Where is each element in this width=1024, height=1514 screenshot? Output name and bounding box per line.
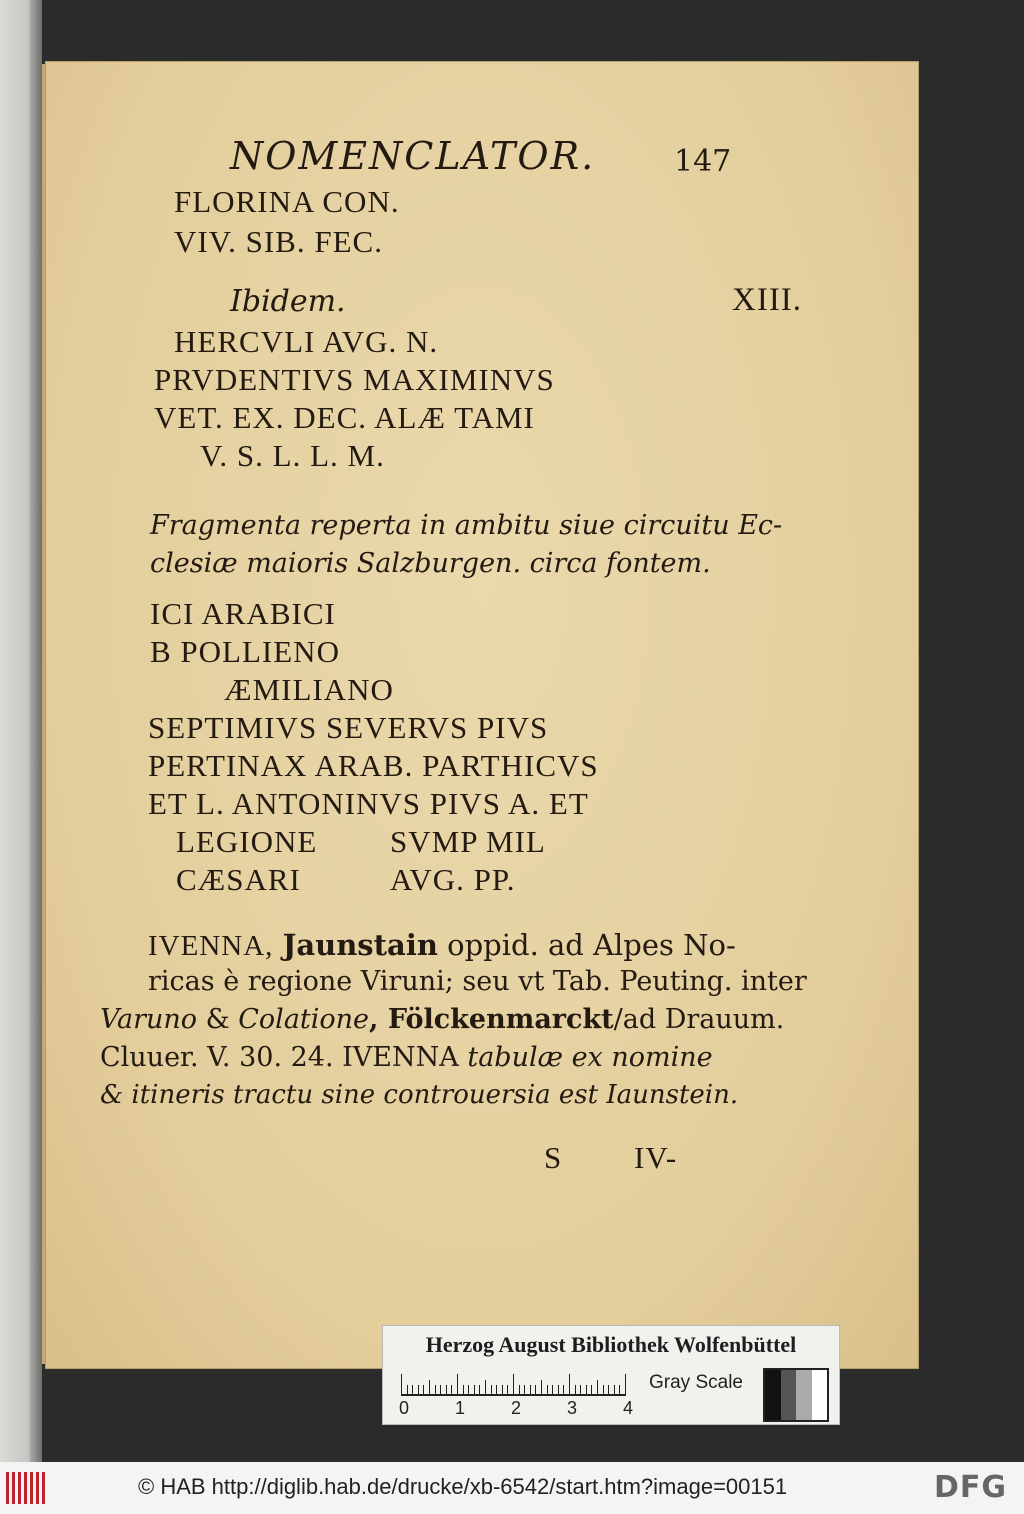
ibidem-heading: Ibidem.	[230, 284, 346, 319]
ruler-tick	[603, 1385, 604, 1394]
ruler-tick	[535, 1385, 536, 1394]
ruler-number: 1	[455, 1398, 466, 1418]
side-number: XIII.	[732, 282, 803, 318]
paragraph-line	[148, 928, 736, 963]
german-name: , Fölckenmarckt	[369, 1004, 614, 1035]
ruler-tick	[524, 1385, 525, 1394]
inscription-line: SEPTIMIVS SEVERVS PIVS	[148, 710, 549, 745]
ruler-tick	[625, 1374, 626, 1394]
library-color-label	[382, 1325, 840, 1425]
ruler-tick	[547, 1385, 548, 1394]
lemma: IVENNA,	[148, 930, 274, 962]
dfg-logo: DFG	[934, 1470, 1008, 1505]
gray-scale-label: Gray Scale	[649, 1372, 743, 1393]
ruler-tick	[558, 1385, 559, 1394]
ruler-tick	[502, 1385, 503, 1394]
paragraph-text: Cluuer. V. 30. 24. IVENNA	[100, 1042, 459, 1073]
paragraph-italic: tabulæ ex nomine	[467, 1042, 713, 1073]
ruler-tick	[591, 1385, 592, 1394]
inscription-line: HERCVLI AVG. N.	[174, 324, 439, 359]
ruler-tick	[530, 1385, 531, 1394]
paragraph-line: & itineris tractu sine controuersia est Iaunstein.	[100, 1080, 739, 1110]
inscription-line: B POLLIENO	[150, 634, 340, 669]
paragraph-text: &	[197, 1004, 239, 1035]
book-page	[46, 62, 918, 1368]
inscription-line: ICI ARABICI	[150, 596, 336, 631]
source-url[interactable]: © HAB http://diglib.hab.de/drucke/xb-6542/start.htm?image=00151	[138, 1474, 788, 1499]
ruler-tick	[446, 1385, 447, 1394]
ruler-tick	[491, 1385, 492, 1394]
ruler-tick	[474, 1385, 475, 1394]
ruler-tick	[507, 1385, 508, 1394]
inscription-line: LEGIONE	[176, 824, 318, 859]
paragraph-line	[100, 1042, 713, 1073]
ruler-tick	[597, 1380, 598, 1394]
ruler-tick	[457, 1374, 458, 1394]
inscription-line: AVG. PP.	[390, 862, 516, 897]
ruler-tick	[513, 1374, 514, 1394]
library-name: Herzog August Bibliothek Wolfenbüttel	[425, 1332, 797, 1357]
inscription-line: V. S. L. L. M.	[200, 438, 385, 473]
ruler-tick	[423, 1385, 424, 1394]
gray-scale-swatch	[763, 1368, 829, 1422]
ruler-tick	[468, 1385, 469, 1394]
ruler-number: 3	[567, 1398, 578, 1418]
ruler-tick	[412, 1385, 413, 1394]
running-head: NOMENCLATOR.	[230, 134, 596, 178]
ruler-tick	[608, 1385, 609, 1394]
ruler-tick	[614, 1385, 615, 1394]
inscription-line: ET L. ANTONINVS PIVS A. ET	[148, 786, 589, 821]
hab-logo-icon	[6, 1472, 46, 1504]
fragment-heading: clesiæ maioris Salzburgen. circa fontem.	[150, 548, 711, 579]
ruler-tick	[580, 1385, 581, 1394]
ruler-tick	[401, 1374, 402, 1394]
page-number: 147	[674, 144, 732, 179]
ruler-number: 4	[623, 1398, 634, 1418]
paragraph-text: oppid. ad Alpes No-	[447, 928, 736, 962]
ruler-tick	[485, 1380, 486, 1394]
catchword: IV-	[634, 1140, 678, 1175]
ruler-tick	[435, 1385, 436, 1394]
inscription-line: SVMP MIL	[390, 824, 546, 859]
inscription-line: ÆMILIANO	[224, 672, 394, 707]
german-name: Jaunstain	[282, 928, 438, 962]
inscription-line: CÆSARI	[176, 862, 301, 897]
paragraph-text: /ad Drauum.	[613, 1004, 785, 1035]
paragraph-line: ricas è regione Viruni; seu vt Tab. Peuting. inter	[148, 966, 807, 997]
footer-bar	[0, 1462, 1024, 1514]
ruler-tick	[440, 1385, 441, 1394]
ruler-tick	[619, 1385, 620, 1394]
ruler-number: 2	[511, 1398, 522, 1418]
place-name: Varuno	[100, 1004, 198, 1035]
ruler-tick	[429, 1380, 430, 1394]
ruler-tick	[541, 1380, 542, 1394]
place-name: Colatione	[238, 1004, 370, 1035]
inscription-line: VET. EX. DEC. ALÆ TAMI	[154, 400, 535, 435]
ruler-tick	[575, 1385, 576, 1394]
text-line: FLORINA CON.	[174, 184, 400, 219]
ruler-tick	[586, 1385, 587, 1394]
ruler-number: 0	[399, 1398, 410, 1418]
text-line: VIV. SIB. FEC.	[174, 224, 383, 259]
fragment-heading: Fragmenta reperta in ambitu siue circuitu Ec-	[150, 510, 783, 541]
ruler-tick	[407, 1385, 408, 1394]
ruler-tick	[519, 1385, 520, 1394]
inscription-line: PERTINAX ARAB. PARTHICVS	[148, 748, 599, 783]
ruler-tick	[569, 1374, 570, 1394]
ruler-tick	[463, 1385, 464, 1394]
inscription-line: PRVDENTIVS MAXIMINVS	[154, 362, 555, 397]
ruler-tick	[552, 1385, 553, 1394]
ruler-tick	[451, 1385, 452, 1394]
ruler-tick	[479, 1385, 480, 1394]
scale-ruler	[401, 1372, 626, 1396]
ruler-tick	[563, 1385, 564, 1394]
signature-mark: S	[544, 1140, 563, 1175]
paragraph-line	[100, 1004, 784, 1035]
book-spine-edge	[0, 0, 42, 1462]
ruler-tick	[418, 1385, 419, 1394]
ruler-tick	[496, 1385, 497, 1394]
